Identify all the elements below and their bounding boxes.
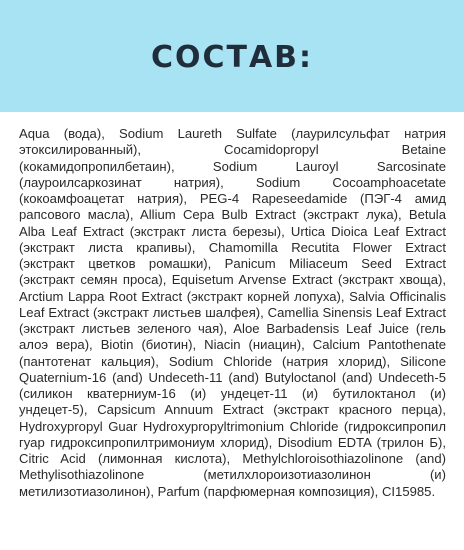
ingredients-text: Aqua (вода), Sodium Laureth Sulfate (лаурилсульфат натрия этоксилированный), Cocamidopropyl Betaine (кокамидопропилбетаин), Sodium Lauroyl Sarcosinate (лауроилсаркозинат натрия), Sodium Cocoamphoacetate (кокоамфоацетат натрия), PEG-4 Rapeseedamide (ПЭГ-4 амид рапсового масла), Allium Cepa Bulb Extract (экстракт лука), Betula Alba Leaf Extract (экстракт листа березы), Urtica Dioica Leaf Extract (экстракт листа крапивы), Chamomilla Recutita Flower Extract (экстракт цветков ромашки), Panicum Miliaceum Seed Extract (экстракт семян проса), Equisetum Arvense Extract (экстракт хвоща), Arctium Lappa Root Extract (экстракт корней лопуха), Salvia Officinalis Leaf Extract (экстракт листьев шалфея), Camellia Sinensis Leaf Extract (экстракт листьев зеленого чая), Aloe Barbadensis Leaf Juice (гель алоэ вера), Biotin (биотин), Niacin (ниацин), Calcium Pantothenate (пантотенат кальция), Sodium Chloride (натрия хлорид), Silicone Quaternium-16 (and) Undeceth-11 (and) Butyloctanol (and) Undeceth-5 (силикон кватерниум-16 (и) ундецет-11 (и) бутилоктанол (и) ундецет-5), Capsicum Annuum Extract (экстракт красного перца), Hydroxypropyl Guar Hydroxypropyltrimonium Chloride (гидроксипропил гуар гидроксипропилтримониум хлорид), Disodium EDTA (трилон Б), Citric Acid (лимонная кислота), Methylchloroisothiazolinone (and) Methylisothiazolinone (метилхлороизотиазолинон (и) метилизотиазолинон), Parfum (парфюмерная композиция), CI15985. <box>19 126 446 499</box>
page-title: СОСТАВ: <box>150 40 314 75</box>
header-band <box>0 0 464 112</box>
